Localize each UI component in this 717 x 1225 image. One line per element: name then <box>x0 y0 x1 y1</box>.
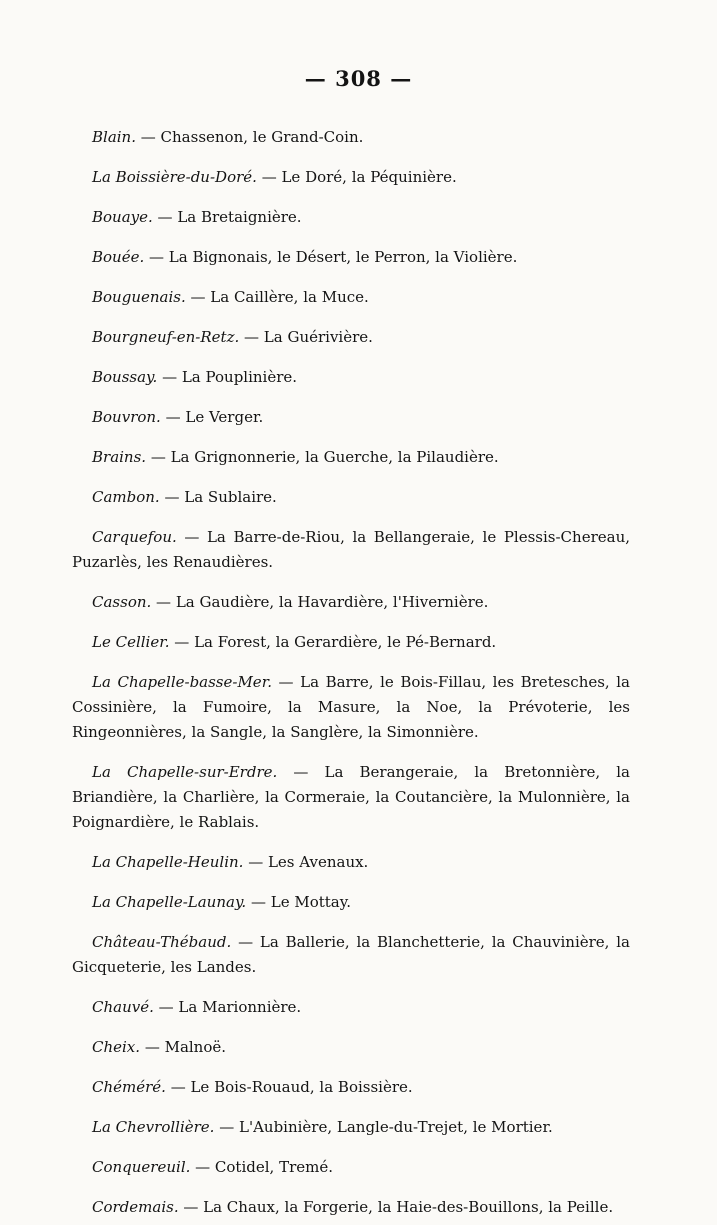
localities-list: — Cotidel, Tremé. <box>190 1158 333 1176</box>
commune-name: La Chapelle-Heulin. <box>92 853 244 871</box>
localities-list: — Malnoë. <box>140 1038 227 1056</box>
commune-name: Casson. <box>92 593 152 611</box>
gazetteer-entry <box>72 1035 630 1060</box>
gazetteer-entry <box>72 590 630 615</box>
localities-list: — Le Verger. <box>160 408 264 426</box>
gazetteer-entry <box>72 850 630 875</box>
commune-name: Bouguenais. <box>92 288 186 306</box>
commune-name: Bourgneuf-en-Retz. <box>92 328 240 346</box>
gazetteer-entry <box>72 760 630 835</box>
gazetteer-entry <box>72 405 630 430</box>
commune-name: Chauvé. <box>92 998 154 1016</box>
localities-list: — La Forest, la Gerardière, le Pé-Bernard. <box>169 633 497 651</box>
gazetteer-entry <box>72 325 630 350</box>
gazetteer-entry <box>72 445 630 470</box>
commune-name: Boussay. <box>92 368 158 386</box>
localities-list: — La Barre, le Bois-Fillau, les Bretesches, la Cossinière, la Fumoire, la Masure, la Noe, la Prévoterie, les Ringeonnières, la Sangle, la Sanglère, la Simonnière. <box>72 673 630 741</box>
gazetteer-entries <box>72 110 630 1225</box>
gazetteer-entry <box>72 365 630 390</box>
localities-list: — La Marionnière. <box>153 998 302 1016</box>
gazetteer-entry <box>72 525 630 575</box>
gazetteer-entry <box>72 285 630 310</box>
localities-list: — La Berangeraie, la Bretonnière, la Briandière, la Charlière, la Cormeraie, la Coutancière, la Mulonnière, la Poignardière, le Rablais. <box>72 763 630 831</box>
gazetteer-entry <box>72 205 630 230</box>
gazetteer-entry <box>72 165 630 190</box>
gazetteer-entry <box>72 890 630 915</box>
commune-name: Bouaye. <box>92 208 153 226</box>
commune-name: Le Cellier. <box>92 633 170 651</box>
commune-name: La Chevrollière. <box>92 1118 215 1136</box>
localities-list: — La Chaux, la Forgerie, la Haie-des-Bouillons, la Peille. <box>178 1198 614 1216</box>
localities-list: — La Bignonais, le Désert, le Perron, la Violière. <box>144 248 518 266</box>
commune-name: Conquereuil. <box>92 1158 191 1176</box>
gazetteer-entry <box>72 670 630 745</box>
gazetteer-entry <box>72 1115 630 1140</box>
localities-list: — La Bretaignière. <box>152 208 302 226</box>
localities-list: — La Caillère, la Muce. <box>185 288 369 306</box>
localities-list: — La Grignonnerie, la Guerche, la Pilaudière. <box>146 448 499 466</box>
gazetteer-entry <box>72 1195 630 1220</box>
localities-list: — Le Doré, la Péquinière. <box>256 168 457 186</box>
commune-name: Brains. <box>92 448 147 466</box>
commune-name: Bouvron. <box>92 408 161 426</box>
commune-name: Bouée. <box>92 248 145 266</box>
gazetteer-entry <box>72 995 630 1020</box>
localities-list: — L'Aubinière, Langle-du-Trejet, le Mortier. <box>214 1118 553 1136</box>
localities-list: — La Sublaire. <box>159 488 277 506</box>
gazetteer-entry <box>72 1155 630 1180</box>
commune-name: La Chapelle-basse-Mer. <box>92 673 272 691</box>
localities-list: — La Pouplinière. <box>157 368 298 386</box>
commune-name: La Chapelle-Launay. <box>92 893 247 911</box>
commune-name: Cambon. <box>92 488 160 506</box>
gazetteer-entry <box>72 1075 630 1100</box>
gazetteer-entry <box>72 930 630 980</box>
localities-list: — Les Avenaux. <box>243 853 369 871</box>
commune-name: Blain. <box>92 128 136 146</box>
localities-list: — La Gaudière, la Havardière, l'Hivernière. <box>151 593 489 611</box>
commune-name: La Boissière-du-Doré. <box>92 168 257 186</box>
localities-list: — La Barre-de-Riou, la Bellangeraie, le Plessis-Chereau, Puzarlès, les Renaudières. <box>72 528 630 571</box>
commune-name: Cordemais. <box>92 1198 179 1216</box>
commune-name: La Chapelle-sur-Erdre. <box>92 763 278 781</box>
gazetteer-entry <box>72 125 630 150</box>
localities-list: — Le Mottay. <box>246 893 351 911</box>
page-number: — 308 — <box>304 66 413 91</box>
commune-name: Carquefou. <box>92 528 177 546</box>
localities-list: — Chassenon, le Grand-Coin. <box>136 128 364 146</box>
localities-list: — Le Bois-Rouaud, la Boissière. <box>165 1078 413 1096</box>
gazetteer-entry <box>72 630 630 655</box>
localities-list: — La Guérivière. <box>239 328 373 346</box>
gazetteer-entry <box>72 245 630 270</box>
localities-list: — La Ballerie, la Blanchetterie, la Chauvinière, la Gicqueterie, les Landes. <box>72 933 630 976</box>
commune-name: Cheix. <box>92 1038 141 1056</box>
commune-name: Château-Thébaud. <box>92 933 232 951</box>
gazetteer-entry <box>72 485 630 510</box>
commune-name: Chéméré. <box>92 1078 166 1096</box>
